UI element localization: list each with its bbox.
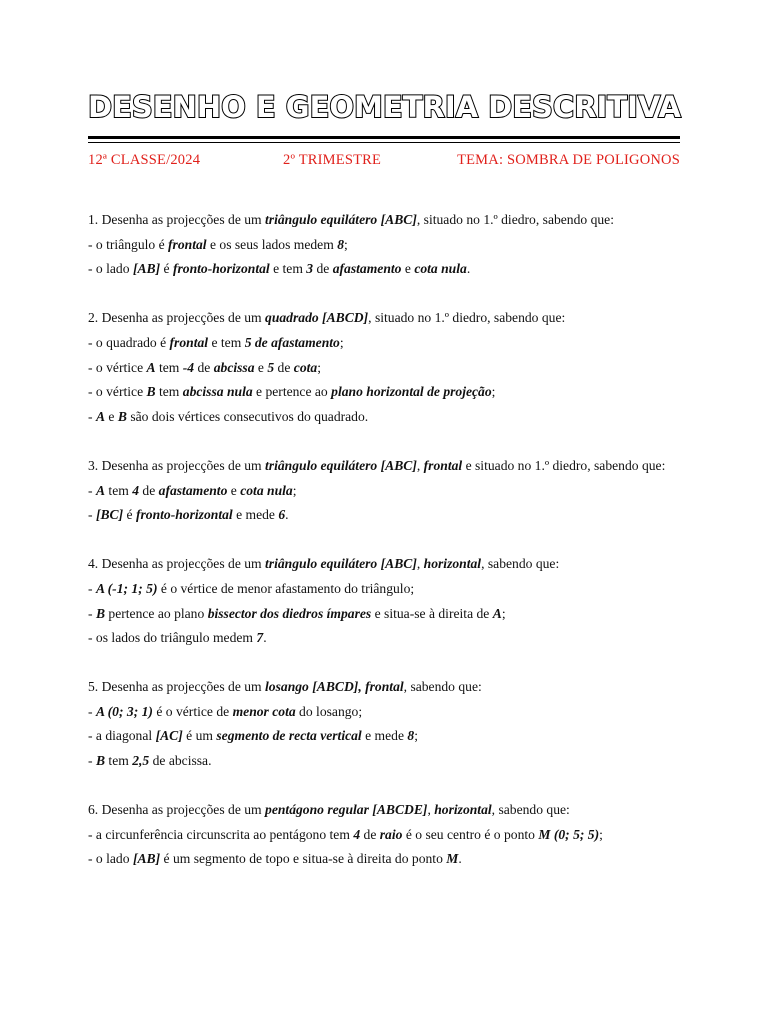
emphasized-term: 3 [306, 261, 314, 277]
class-label: 12ª CLASSE/2024 [88, 152, 201, 168]
title-divider-thin [88, 142, 680, 143]
text-run: 2. Desenha as projecções de um [88, 310, 266, 326]
exercise-1-condition-2 [88, 257, 679, 282]
emphasized-term: fronto-horizontal [135, 507, 233, 523]
text-run: , sabendo que: [403, 679, 482, 695]
emphasized-term: [AB] [132, 851, 161, 867]
text-run: de [313, 261, 333, 277]
text-run: - os lados do triângulo medem [88, 630, 257, 646]
exercise-6 [88, 798, 679, 872]
text-run: . [466, 261, 471, 277]
text-run: - [88, 482, 96, 498]
text-run: e tem [208, 334, 245, 350]
text-run: - [88, 580, 96, 596]
emphasized-term: triângulo equilátero [ABC] [265, 556, 417, 572]
text-run: ; [344, 236, 348, 252]
text-run: , [416, 457, 424, 473]
text-run: - [88, 605, 96, 621]
emphasized-term: A [492, 605, 502, 621]
emphasized-term: A [146, 359, 156, 375]
exercise-4-condition-1 [88, 577, 679, 602]
text-run: - [88, 753, 96, 769]
emphasized-term: triângulo equilátero [ABC] [265, 212, 417, 227]
text-run: . [285, 507, 289, 523]
emphasized-term: -4 [182, 359, 195, 375]
text-run: e tem [269, 261, 307, 277]
text-run: - o vértice [88, 384, 147, 400]
emphasized-term: 4 [132, 482, 139, 498]
emphasized-term: B [117, 408, 127, 424]
text-run: e os seus lados medem [206, 236, 338, 252]
text-run: ; [599, 826, 603, 842]
text-run: 5. Desenha as projecções de um [88, 679, 266, 695]
text-run: - [88, 703, 96, 719]
emphasized-term: frontal [168, 236, 207, 252]
emphasized-term: triângulo equilátero [ABC] [265, 457, 417, 473]
exercise-5-condition-3 [88, 749, 679, 774]
emphasized-term: 8 [337, 236, 344, 252]
emphasized-term: [AC] [155, 728, 183, 744]
text-run: - o lado [88, 851, 133, 867]
exercise-1-condition-1 [88, 233, 679, 258]
text-run: 3. Desenha as projecções de um [88, 457, 266, 473]
text-run: de abcissa. [149, 753, 212, 769]
emphasized-term: horizontal [423, 556, 482, 572]
emphasized-term: 5 [267, 359, 275, 375]
emphasized-term: A [95, 482, 106, 498]
emphasized-term: plano horizontal de projeção [331, 384, 492, 400]
exercise-6-condition-1 [88, 823, 679, 848]
exercise-2-condition-4 [88, 405, 679, 430]
emphasized-term: afastamento [332, 261, 402, 277]
text-run: e mede [361, 728, 408, 744]
emphasized-term: segmento de recta vertical [216, 728, 362, 744]
text-run: - [88, 408, 96, 424]
text-run: - a diagonal [88, 728, 156, 744]
emphasized-term: 4 [353, 826, 361, 842]
exercise-1 [88, 208, 679, 282]
text-run: ; [491, 384, 496, 400]
text-run: tem [155, 384, 183, 400]
emphasized-term: M (0; 5; 5) [538, 826, 600, 842]
text-run: e situa-se à direita de [371, 605, 493, 621]
text-run: 1. Desenha as projecções de um [88, 212, 266, 227]
text-run: e pertence ao [252, 384, 332, 400]
emphasized-term: B [95, 605, 106, 621]
text-run: . [263, 630, 267, 646]
exercise-5-condition-1 [88, 700, 679, 725]
exercise-4-condition-2 [88, 602, 679, 627]
emphasized-term: 6 [278, 507, 286, 523]
text-run: e [254, 359, 268, 375]
emphasized-term: 7 [256, 630, 264, 646]
text-run: e [227, 482, 241, 498]
emphasized-term: A [95, 408, 106, 424]
text-run: é um segmento de topo e situa-se à direita do ponto [160, 851, 447, 867]
text-run: é o vértice de [152, 703, 233, 719]
emphasized-term: 5 de afastamento [244, 334, 340, 350]
emphasized-term: abcissa [213, 359, 255, 375]
exercise-6-condition-2 [88, 847, 679, 872]
emphasized-term: M [446, 851, 459, 867]
text-run: de [194, 359, 214, 375]
trimester-label: 2º TRIMESTRE [283, 152, 382, 168]
exercise-2-condition-2 [88, 356, 679, 381]
text-run: é [123, 507, 136, 523]
exercise-3-statement [88, 454, 679, 479]
emphasized-term: A (-1; 1; 5) [95, 580, 158, 596]
text-run: . [458, 851, 462, 867]
text-run: e [401, 261, 415, 277]
text-run: de [139, 482, 159, 498]
text-run: - a circunferência circunscrita ao pentágono tem [88, 826, 354, 842]
text-run: e situado no 1.º diedro, sabendo que: [462, 457, 666, 473]
exercise-1-statement [88, 208, 679, 233]
exercise-4-condition-3 [88, 626, 679, 651]
text-run: e [105, 408, 118, 424]
emphasized-term: horizontal [434, 802, 492, 818]
text-run: de [360, 826, 380, 842]
text-run: é um [182, 728, 217, 744]
text-run: , sabendo que: [491, 802, 570, 818]
text-run: são dois vértices consecutivos do quadrado. [126, 408, 369, 424]
text-run: ; [292, 482, 297, 498]
text-run: , situado no 1.º diedro, sabendo que: [368, 310, 566, 326]
emphasized-term: quadrado [ABCD] [265, 310, 369, 326]
emphasized-term: bissector dos diedros ímpares [207, 605, 372, 621]
document-title: DESENHO E GEOMETRIA DESCRITIVA [88, 90, 681, 124]
emphasized-term: abcissa nula [182, 384, 253, 400]
text-run: tem [155, 359, 183, 375]
exercise-2-condition-1 [88, 331, 679, 356]
text-run: do losango; [295, 703, 363, 719]
emphasized-term: cota nula [414, 261, 467, 277]
exercise-4-statement [88, 552, 679, 577]
exercise-3 [88, 454, 679, 528]
exercise-2 [88, 306, 679, 429]
text-run: e mede [232, 507, 279, 523]
text-run: - o lado [88, 261, 133, 277]
exercise-list [88, 208, 679, 897]
text-run: tem [105, 753, 133, 769]
emphasized-term: menor cota [232, 703, 296, 719]
emphasized-term: frontal [169, 334, 209, 350]
exercise-3-condition-1 [88, 479, 679, 504]
text-run: é [160, 261, 173, 277]
text-run: - o triângulo é [88, 236, 169, 252]
subheader-bar [88, 152, 680, 174]
title-divider-thick [88, 136, 680, 139]
emphasized-term: [BC] [95, 507, 124, 523]
emphasized-term: 2,5 [132, 753, 150, 769]
emphasized-term: pentágono regular [ABCDE] [265, 802, 428, 818]
text-run: ; [317, 359, 321, 375]
exercise-2-statement [88, 306, 679, 331]
emphasized-term: afastamento [158, 482, 228, 498]
theme-label: TEMA: SOMBRA DE POLIGONOS [457, 152, 680, 168]
text-run: , [427, 802, 435, 818]
emphasized-term: A (0; 3; 1) [95, 703, 153, 719]
text-run: , situado no 1.º diedro, sabendo que: [416, 212, 614, 227]
text-run: , [416, 556, 424, 572]
exercise-2-condition-3 [88, 380, 679, 405]
exercise-5-condition-2 [88, 724, 679, 749]
emphasized-term: fronto-horizontal [172, 261, 270, 277]
text-run: - [88, 507, 96, 523]
text-run: - o vértice [88, 359, 147, 375]
text-run: 6. Desenha as projecções de um [88, 802, 266, 818]
text-run: , sabendo que: [481, 556, 560, 572]
exercise-3-condition-2 [88, 503, 679, 528]
emphasized-term: losango [ABCD], frontal [265, 679, 404, 695]
emphasized-term: B [146, 384, 156, 400]
text-run: é o vértice de menor afastamento do triângulo; [157, 580, 415, 596]
text-run: ; [414, 728, 418, 744]
emphasized-term: 8 [407, 728, 415, 744]
text-run: é o seu centro é o ponto [402, 826, 539, 842]
text-run: - o quadrado é [88, 334, 170, 350]
text-run: de [274, 359, 294, 375]
emphasized-term: cota nula [240, 482, 293, 498]
exercise-5-statement [88, 675, 679, 700]
exercise-4 [88, 552, 679, 650]
emphasized-term: frontal [423, 457, 463, 473]
emphasized-term: [AB] [132, 261, 161, 277]
emphasized-term: raio [379, 826, 403, 842]
text-run: pertence ao plano [105, 605, 208, 621]
text-run: 4. Desenha as projecções de um [88, 556, 266, 572]
exercise-6-statement [88, 798, 679, 823]
text-run: tem [105, 482, 133, 498]
text-run: ; [501, 605, 506, 621]
exercise-5 [88, 675, 679, 773]
emphasized-term: B [95, 753, 106, 769]
emphasized-term: cota [293, 359, 318, 375]
text-run: ; [339, 334, 344, 350]
